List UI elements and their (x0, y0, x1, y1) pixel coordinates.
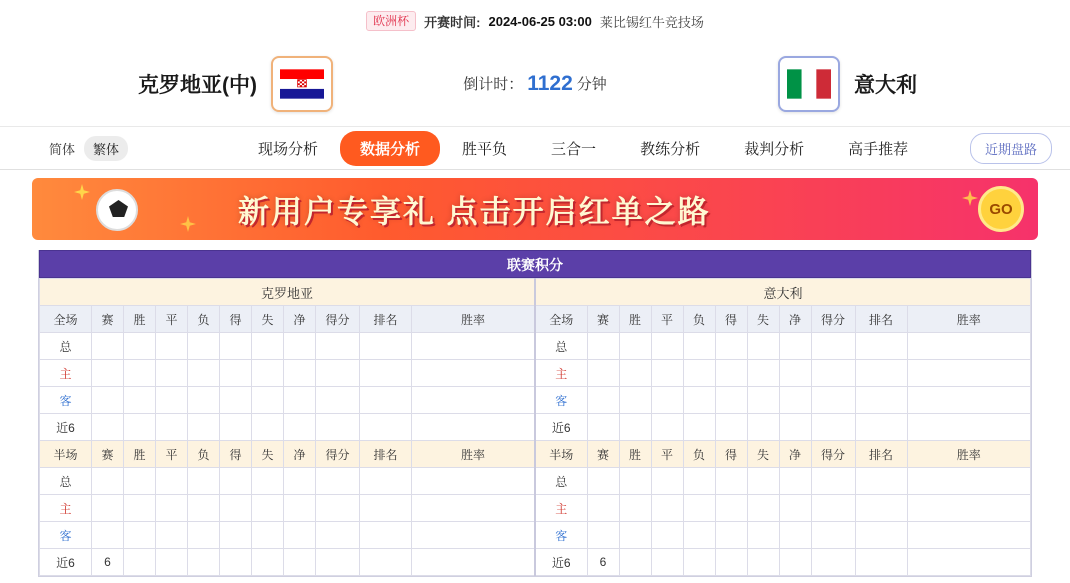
table-row (40, 387, 1031, 414)
col-points: 得分 (316, 441, 360, 468)
col-points: 得分 (811, 441, 855, 468)
recent-odds-button[interactable]: 近期盘路 (970, 133, 1052, 164)
croatia-flag-icon (271, 56, 333, 112)
cell (619, 387, 651, 414)
cell (747, 333, 779, 360)
cell (252, 360, 284, 387)
table-row (40, 414, 1031, 441)
cell (188, 468, 220, 495)
cell (683, 414, 715, 441)
cell (316, 333, 360, 360)
cell (747, 549, 779, 576)
cell (855, 468, 907, 495)
cell (124, 522, 156, 549)
countdown-label: 倒计时： (463, 76, 524, 93)
cell (587, 333, 619, 360)
cell (124, 360, 156, 387)
tab-coach-analysis[interactable]: 教练分析 (640, 140, 701, 158)
cell (683, 468, 715, 495)
col-goals-for: 得 (715, 441, 747, 468)
col-matches: 赛 (92, 306, 124, 333)
cell (220, 387, 252, 414)
cell (779, 495, 811, 522)
table-row (40, 468, 1031, 495)
col-goals-against: 失 (747, 441, 779, 468)
row-label-away: 客 (40, 522, 92, 549)
row-label-last6: 近6 (535, 414, 587, 441)
cell (747, 387, 779, 414)
cell (587, 495, 619, 522)
half-time-column-header-row (40, 441, 1031, 468)
league-standings-section (38, 250, 1032, 577)
cell (811, 414, 855, 441)
col-goals-against: 失 (252, 441, 284, 468)
cell (412, 360, 536, 387)
cell (811, 549, 855, 576)
cell (412, 387, 536, 414)
cell (651, 360, 683, 387)
cell (811, 495, 855, 522)
col-goals-against: 失 (252, 306, 284, 333)
cell (907, 495, 1031, 522)
cell (360, 495, 412, 522)
cell (252, 495, 284, 522)
teams-row (0, 42, 1070, 126)
cell (907, 414, 1031, 441)
cell (156, 549, 188, 576)
cell (619, 495, 651, 522)
cell (124, 549, 156, 576)
cell (779, 360, 811, 387)
cell (284, 360, 316, 387)
cell (284, 522, 316, 549)
cell (651, 495, 683, 522)
home-fulltime-label: 全场 (40, 306, 92, 333)
cell (188, 549, 220, 576)
cell (412, 549, 536, 576)
cell (779, 333, 811, 360)
soccer-ball-icon (96, 189, 138, 231)
cell (683, 522, 715, 549)
cell (360, 468, 412, 495)
cell (360, 549, 412, 576)
cell (124, 333, 156, 360)
league-standings-table (39, 278, 1031, 576)
col-draw: 平 (651, 441, 683, 468)
promo-go-button[interactable]: GO (978, 186, 1024, 232)
cell (252, 387, 284, 414)
col-points: 得分 (811, 306, 855, 333)
promo-banner[interactable] (32, 178, 1038, 240)
col-goals-for: 得 (220, 441, 252, 468)
row-label-last6: 近6 (535, 549, 587, 576)
cell (220, 522, 252, 549)
cell (779, 522, 811, 549)
cell (907, 522, 1031, 549)
cell (811, 360, 855, 387)
cell (412, 495, 536, 522)
cell (747, 495, 779, 522)
cell (220, 360, 252, 387)
cell (252, 549, 284, 576)
kickoff-label: 开赛时间: (424, 14, 481, 30)
cell (284, 468, 316, 495)
croatia-flag (280, 69, 324, 99)
col-win: 胜 (124, 306, 156, 333)
cell (360, 414, 412, 441)
cell (715, 495, 747, 522)
cell (220, 414, 252, 441)
cell (220, 495, 252, 522)
table-row (40, 360, 1031, 387)
cell (907, 333, 1031, 360)
cell (855, 360, 907, 387)
cell (683, 495, 715, 522)
cell (619, 333, 651, 360)
cell (316, 495, 360, 522)
cell (360, 360, 412, 387)
cell (156, 522, 188, 549)
cell (907, 549, 1031, 576)
cell (683, 360, 715, 387)
col-goal-diff: 净 (284, 441, 316, 468)
cell (252, 522, 284, 549)
cell (156, 414, 188, 441)
cell (587, 522, 619, 549)
cell (156, 495, 188, 522)
row-label-last6: 近6 (40, 414, 92, 441)
countdown-value: 1122 (527, 72, 573, 95)
cell (715, 387, 747, 414)
away-fulltime-label: 全场 (535, 306, 587, 333)
cell (907, 360, 1031, 387)
cell (587, 387, 619, 414)
col-goal-diff: 净 (284, 306, 316, 333)
lang-traditional[interactable]: 繁体 (84, 136, 128, 161)
cell (619, 522, 651, 549)
cell (92, 495, 124, 522)
cell (779, 414, 811, 441)
row-label-total: 总 (535, 468, 587, 495)
cell (779, 387, 811, 414)
col-lose: 负 (683, 306, 715, 333)
row-label-last6: 近6 (40, 549, 92, 576)
col-lose: 负 (683, 441, 715, 468)
cell (619, 414, 651, 441)
cell (811, 522, 855, 549)
cell (92, 522, 124, 549)
cell (715, 333, 747, 360)
cell (316, 414, 360, 441)
col-win: 胜 (619, 306, 651, 333)
cell: 6 (92, 549, 124, 576)
row-label-home: 主 (535, 495, 587, 522)
cell (587, 468, 619, 495)
cell (747, 522, 779, 549)
cell (284, 549, 316, 576)
cell (252, 414, 284, 441)
col-matches: 赛 (587, 441, 619, 468)
cell (124, 495, 156, 522)
cell (651, 468, 683, 495)
cell (683, 333, 715, 360)
row-label-total: 总 (535, 333, 587, 360)
tab-expert-picks[interactable]: 高手推荐 (848, 140, 909, 158)
cell (252, 333, 284, 360)
kickoff-time: 2024-06-25 03:00 (488, 13, 592, 29)
cell (587, 414, 619, 441)
tab-three-in-one[interactable]: 三合一 (551, 140, 597, 158)
row-label-home: 主 (40, 360, 92, 387)
away-halftime-label: 半场 (535, 441, 587, 468)
col-win-rate: 胜率 (412, 441, 536, 468)
cell (651, 414, 683, 441)
row-label-away: 客 (535, 522, 587, 549)
away-team-header: 意大利 (535, 279, 1031, 306)
main-nav (0, 126, 1070, 170)
cell (316, 387, 360, 414)
cell (855, 387, 907, 414)
cell (316, 522, 360, 549)
cell (855, 495, 907, 522)
cell (316, 468, 360, 495)
col-matches: 赛 (92, 441, 124, 468)
cell (715, 522, 747, 549)
cell (188, 387, 220, 414)
cell (92, 360, 124, 387)
cell (220, 333, 252, 360)
league-standings-title: 联赛积分 (39, 250, 1031, 278)
tab-win-draw-lose[interactable]: 胜平负 (462, 140, 508, 158)
cell (188, 333, 220, 360)
row-label-home: 主 (535, 360, 587, 387)
venue-name: 莱比锡红牛竞技场 (599, 14, 704, 30)
italy-flag (787, 69, 831, 99)
italy-flag-icon (778, 56, 840, 112)
cell (855, 414, 907, 441)
home-team-header: 克罗地亚 (40, 279, 536, 306)
col-draw: 平 (156, 306, 188, 333)
away-team-name: 意大利 (854, 74, 917, 97)
promo-banner-text: 新用户专享礼 点击开启红单之路 (238, 194, 711, 230)
col-goal-diff: 净 (779, 306, 811, 333)
row-label-away: 客 (535, 387, 587, 414)
cell (855, 333, 907, 360)
competition-badge: 欧洲杯 (366, 11, 416, 31)
cell (619, 468, 651, 495)
cell (412, 414, 536, 441)
cell (188, 414, 220, 441)
countdown-unit: 分钟 (576, 76, 607, 93)
col-draw: 平 (651, 306, 683, 333)
cell (715, 360, 747, 387)
cell (651, 549, 683, 576)
cell (715, 549, 747, 576)
cell (316, 549, 360, 576)
col-rank: 排名 (360, 441, 412, 468)
col-lose: 负 (188, 306, 220, 333)
cell (284, 414, 316, 441)
sparkle-icon (180, 216, 196, 232)
cell (252, 468, 284, 495)
cell (779, 549, 811, 576)
match-info-bar (0, 0, 1070, 42)
cell (412, 522, 536, 549)
cell (779, 468, 811, 495)
cell (360, 387, 412, 414)
cell (124, 468, 156, 495)
cell (651, 387, 683, 414)
cell (747, 468, 779, 495)
col-goals-for: 得 (715, 306, 747, 333)
col-rank: 排名 (855, 441, 907, 468)
cell (855, 522, 907, 549)
cell (360, 522, 412, 549)
tab-referee-analysis[interactable]: 裁判分析 (744, 140, 805, 158)
table-row (40, 495, 1031, 522)
table-row (40, 549, 1031, 576)
cell (747, 360, 779, 387)
col-rank: 排名 (360, 306, 412, 333)
cell (619, 549, 651, 576)
col-win: 胜 (124, 441, 156, 468)
row-label-total: 总 (40, 468, 92, 495)
home-halftime-label: 半场 (40, 441, 92, 468)
col-goal-diff: 净 (779, 441, 811, 468)
col-points: 得分 (316, 306, 360, 333)
cell (220, 549, 252, 576)
row-label-home: 主 (40, 495, 92, 522)
cell (360, 333, 412, 360)
cell (747, 414, 779, 441)
cell (683, 387, 715, 414)
tab-data-analysis[interactable]: 数据分析 (340, 131, 440, 166)
cell (587, 360, 619, 387)
cell (284, 495, 316, 522)
language-switch (40, 136, 128, 161)
cell (124, 414, 156, 441)
tab-live-analysis[interactable]: 现场分析 (258, 140, 319, 158)
cell (188, 495, 220, 522)
home-team-name: 克罗地亚(中) (138, 74, 257, 97)
col-win-rate: 胜率 (907, 441, 1031, 468)
cell (92, 333, 124, 360)
row-label-away: 客 (40, 387, 92, 414)
table-row (40, 522, 1031, 549)
cell (124, 387, 156, 414)
table-row (40, 333, 1031, 360)
sparkle-icon (74, 184, 90, 200)
lang-simplified[interactable]: 简体 (49, 141, 76, 157)
cell (188, 522, 220, 549)
cell (715, 468, 747, 495)
cell (715, 414, 747, 441)
col-win-rate: 胜率 (412, 306, 536, 333)
cell (683, 549, 715, 576)
cell (156, 333, 188, 360)
cell (855, 549, 907, 576)
cell (284, 333, 316, 360)
cell (284, 387, 316, 414)
cell (316, 360, 360, 387)
full-time-column-header-row (40, 306, 1031, 333)
cell (619, 360, 651, 387)
cell (92, 387, 124, 414)
cell (92, 468, 124, 495)
col-goals-against: 失 (747, 306, 779, 333)
cell (156, 387, 188, 414)
cell (811, 387, 855, 414)
cell (412, 468, 536, 495)
cell (188, 360, 220, 387)
cell (220, 468, 252, 495)
cell: 6 (587, 549, 619, 576)
cell (907, 387, 1031, 414)
cell (156, 360, 188, 387)
cell (651, 333, 683, 360)
cell (92, 414, 124, 441)
col-win: 胜 (619, 441, 651, 468)
row-label-total: 总 (40, 333, 92, 360)
col-draw: 平 (156, 441, 188, 468)
cell (811, 468, 855, 495)
col-goals-for: 得 (220, 306, 252, 333)
cell (811, 333, 855, 360)
home-team[interactable] (138, 56, 333, 112)
cell (156, 468, 188, 495)
col-win-rate: 胜率 (907, 306, 1031, 333)
col-rank: 排名 (855, 306, 907, 333)
cell (907, 468, 1031, 495)
col-matches: 赛 (587, 306, 619, 333)
team-header-row (40, 279, 1031, 306)
cell (651, 522, 683, 549)
col-lose: 负 (188, 441, 220, 468)
sparkle-icon (962, 190, 978, 206)
away-team[interactable] (778, 56, 917, 112)
nav-items (236, 131, 930, 166)
cell (412, 333, 536, 360)
